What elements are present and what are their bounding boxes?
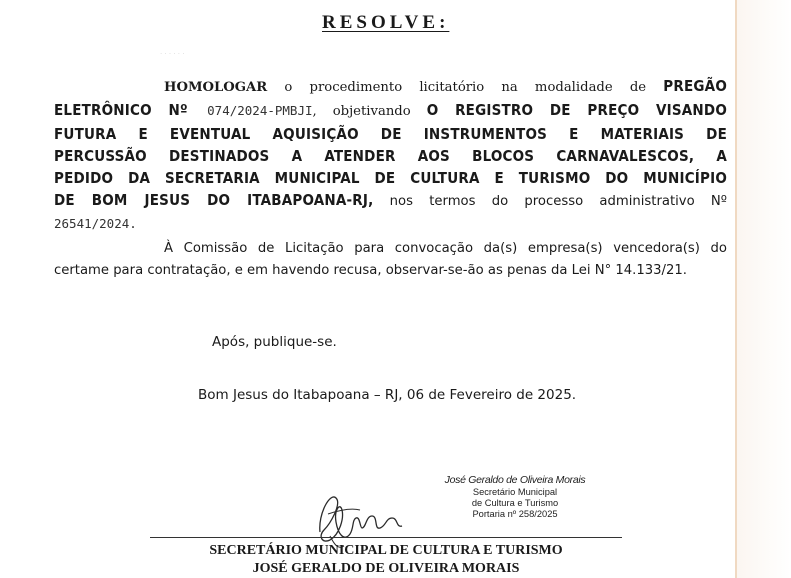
- paragraph-line: PEDIDO DA SECRETARIA MUNICIPAL DE CULTURA E TURISMO DO MUNICÍPIO: [54, 169, 727, 187]
- text-run: , objetivando: [312, 104, 427, 119]
- homologation-paragraph: [54, 75, 727, 235]
- signature-stamp: [440, 474, 590, 520]
- faint-mark: · · · · · ·: [160, 50, 185, 58]
- stamp-portaria: Portaria nº 258/2025: [472, 509, 558, 519]
- signer-role: SECRETÁRIO MUNICIPAL DE CULTURA E TURISMO: [209, 543, 563, 558]
- signer-name: JOSÉ GERALDO DE OLIVEIRA MORAIS: [252, 561, 520, 576]
- stamp-title: Secretário Municipal: [472, 487, 558, 497]
- paragraph-line: PERCUSSÃO DESTINADOS A ATENDER AOS BLOCOS CARNAVALESCOS, A: [54, 147, 727, 165]
- page-margin-shadow: [737, 0, 791, 578]
- text-run: o procedimento licitatório na modalidade de: [267, 80, 664, 95]
- text-run: DE BOM JESUS DO ITABAPOANA-RJ,: [54, 191, 374, 209]
- resolve-heading: RESOLVE:: [322, 12, 450, 33]
- homologar-keyword: HOMOLOGAR: [164, 80, 268, 95]
- signature-line: [150, 537, 622, 538]
- paragraph-line: [54, 99, 727, 123]
- paragraph-line: [54, 75, 727, 99]
- text-run: ELETRÔNICO Nº: [54, 101, 188, 119]
- stamp-name: José Geraldo de Oliveira Morais: [444, 474, 586, 486]
- paragraph-line: certame para contratação, e em havendo recusa, observar-se-ão as penas da Lei N° 14.133/21.: [54, 263, 687, 278]
- paragraph-line: À Comissão de Licitação para convocação da(s) empresa(s) vencedora(s) do: [164, 241, 727, 256]
- paragraph-line: 26541/2024.: [54, 216, 137, 231]
- paragraph-line: FUTURA E EVENTUAL AQUISIÇÃO DE INSTRUMENTOS E MATERIAIS DE: [54, 125, 727, 143]
- paragraph-line: [54, 189, 727, 213]
- process-number: 074/2024-PMBJI: [187, 103, 313, 118]
- publish-closing: Após, publique-se.: [212, 334, 337, 350]
- text-run: O REGISTRO DE PREÇO VISANDO: [426, 101, 727, 119]
- stamp-title: de Cultura e Turismo: [471, 498, 559, 508]
- text-run: PREGÃO: [663, 77, 727, 95]
- text-run: nos termos do processo administrativo Nº: [373, 194, 727, 209]
- date-line: Bom Jesus do Itabapoana – RJ, 06 de Fevereiro de 2025.: [198, 387, 577, 403]
- commission-paragraph: [54, 238, 727, 282]
